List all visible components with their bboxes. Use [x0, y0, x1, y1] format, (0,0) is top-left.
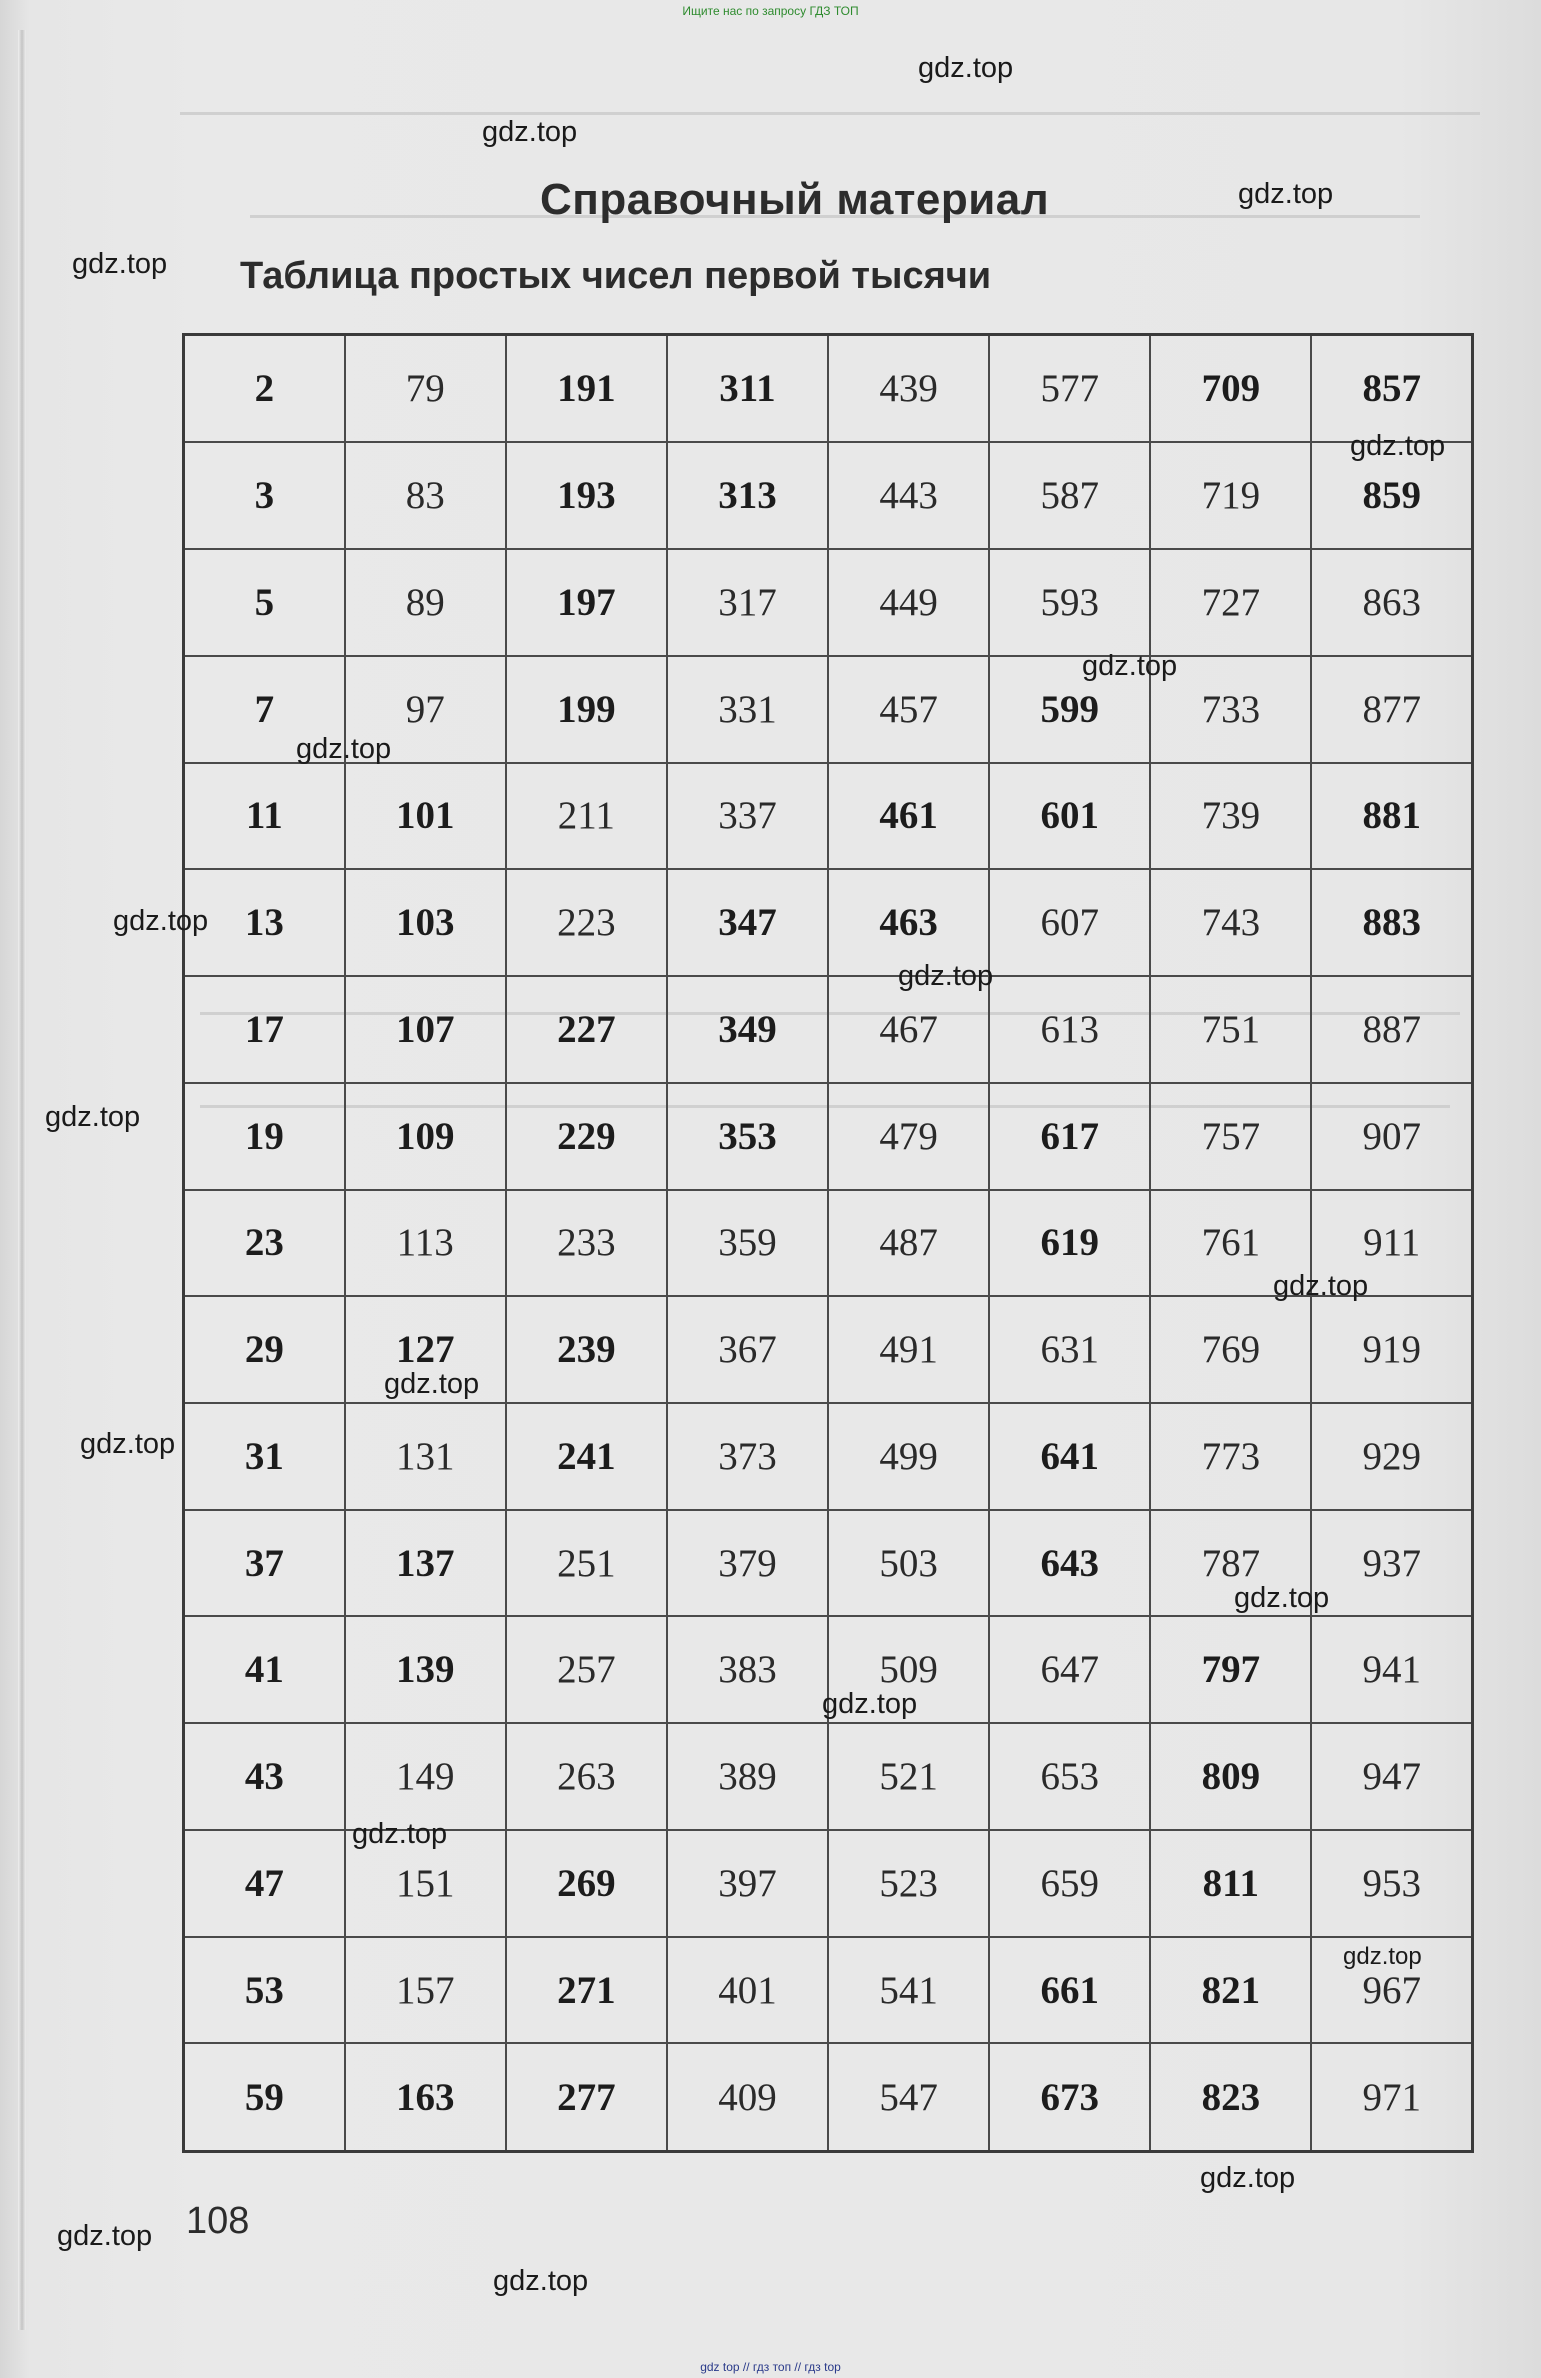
prime-cell: 593 — [989, 549, 1150, 656]
prime-cell: 863 — [1311, 549, 1472, 656]
prime-cell: 641 — [989, 1403, 1150, 1510]
prime-cell: 941 — [1311, 1616, 1472, 1723]
prime-cell: 353 — [667, 1083, 828, 1190]
prime-cell: 599 — [989, 656, 1150, 763]
prime-cell: 859 — [1311, 442, 1472, 549]
prime-cell: 911 — [1311, 1190, 1472, 1297]
prime-cell: 757 — [1150, 1083, 1311, 1190]
prime-cell: 191 — [506, 335, 667, 443]
prime-cell: 953 — [1311, 1830, 1472, 1937]
prime-cell: 619 — [989, 1190, 1150, 1297]
prime-cell: 457 — [828, 656, 989, 763]
prime-cell: 631 — [989, 1296, 1150, 1403]
watermark: gdz.top — [1082, 650, 1178, 682]
watermark: gdz.top — [1238, 178, 1334, 210]
table-row — [184, 335, 1473, 443]
prime-cell: 727 — [1150, 549, 1311, 656]
prime-cell: 37 — [184, 1510, 345, 1617]
prime-cell: 467 — [828, 976, 989, 1083]
table-row — [184, 442, 1473, 549]
watermark: gdz.top — [1350, 430, 1446, 462]
watermark: gdz.top — [918, 52, 1014, 84]
prime-cell: 947 — [1311, 1723, 1472, 1830]
prime-cell: 577 — [989, 335, 1150, 443]
prime-cell: 313 — [667, 442, 828, 549]
prime-cell: 449 — [828, 549, 989, 656]
page-spine-shadow — [18, 30, 26, 2330]
prime-cell: 409 — [667, 2043, 828, 2151]
table-row — [184, 549, 1473, 656]
prime-cell: 277 — [506, 2043, 667, 2151]
watermark: gdz.top — [1200, 2162, 1296, 2194]
prime-cell: 47 — [184, 1830, 345, 1937]
prime-cell: 439 — [828, 335, 989, 443]
watermark: gdz.top — [352, 1818, 448, 1850]
prime-cell: 29 — [184, 1296, 345, 1403]
prime-cell: 401 — [667, 1937, 828, 2044]
prime-cell: 79 — [345, 335, 506, 443]
prime-cell: 193 — [506, 442, 667, 549]
prime-cell: 19 — [184, 1083, 345, 1190]
prime-cell: 137 — [345, 1510, 506, 1617]
prime-cell: 499 — [828, 1403, 989, 1510]
prime-cell: 223 — [506, 869, 667, 976]
prime-cell: 887 — [1311, 976, 1472, 1083]
prime-cell: 131 — [345, 1403, 506, 1510]
prime-cell: 107 — [345, 976, 506, 1083]
prime-cell: 151 — [345, 1830, 506, 1937]
prime-cell: 719 — [1150, 442, 1311, 549]
bottom-banner[interactable]: gdz top // гдз топ // гдз top — [700, 2360, 841, 2374]
prime-cell: 251 — [506, 1510, 667, 1617]
watermark: gdz.top — [57, 2220, 153, 2252]
prime-cell: 809 — [1150, 1723, 1311, 1830]
prime-cell: 383 — [667, 1616, 828, 1723]
prime-cell: 509 — [828, 1616, 989, 1723]
watermark: gdz.top — [822, 1688, 918, 1720]
prime-cell: 797 — [1150, 1616, 1311, 1723]
prime-cell: 907 — [1311, 1083, 1472, 1190]
prime-cell: 761 — [1150, 1190, 1311, 1297]
prime-cell: 43 — [184, 1723, 345, 1830]
prime-cell: 211 — [506, 763, 667, 870]
prime-cell: 7 — [184, 656, 345, 763]
prime-cell: 229 — [506, 1083, 667, 1190]
prime-cell: 257 — [506, 1616, 667, 1723]
prime-cell: 17 — [184, 976, 345, 1083]
prime-cell: 359 — [667, 1190, 828, 1297]
table-row — [184, 763, 1473, 870]
prime-cell: 23 — [184, 1190, 345, 1297]
watermark: gdz.top — [1234, 1582, 1330, 1614]
prime-cell: 2 — [184, 335, 345, 443]
prime-cell: 773 — [1150, 1403, 1311, 1510]
prime-cell: 857 — [1311, 335, 1472, 443]
prime-cell: 617 — [989, 1083, 1150, 1190]
prime-cell: 31 — [184, 1403, 345, 1510]
table-row — [184, 869, 1473, 976]
prime-cell: 127 — [345, 1296, 506, 1403]
prime-cell: 239 — [506, 1296, 667, 1403]
prime-cell: 613 — [989, 976, 1150, 1083]
table-row — [184, 1723, 1473, 1830]
primes-table — [182, 333, 1474, 2153]
prime-cell: 163 — [345, 2043, 506, 2151]
prime-cell: 821 — [1150, 1937, 1311, 2044]
prime-cell: 271 — [506, 1937, 667, 2044]
prime-cell: 491 — [828, 1296, 989, 1403]
prime-cell: 643 — [989, 1510, 1150, 1617]
prime-cell: 479 — [828, 1083, 989, 1190]
watermark: gdz.top — [384, 1368, 480, 1400]
prime-cell: 269 — [506, 1830, 667, 1937]
prime-cell: 823 — [1150, 2043, 1311, 2151]
prime-cell: 929 — [1311, 1403, 1472, 1510]
table-row — [184, 1296, 1473, 1403]
prime-cell: 233 — [506, 1190, 667, 1297]
table-row — [184, 1083, 1473, 1190]
prime-cell: 877 — [1311, 656, 1472, 763]
prime-cell: 541 — [828, 1937, 989, 2044]
prime-cell: 883 — [1311, 869, 1472, 976]
prime-cell: 787 — [1150, 1510, 1311, 1617]
prime-cell: 971 — [1311, 2043, 1472, 2151]
top-banner[interactable]: Ищите нас по запросу ГДЗ ТОП — [682, 4, 859, 18]
prime-cell: 769 — [1150, 1296, 1311, 1403]
watermark: gdz.top — [296, 733, 392, 765]
prime-cell: 503 — [828, 1510, 989, 1617]
prime-cell: 3 — [184, 442, 345, 549]
prime-cell: 811 — [1150, 1830, 1311, 1937]
watermark: gdz.top — [1273, 1270, 1369, 1302]
prime-cell: 673 — [989, 2043, 1150, 2151]
prime-cell: 227 — [506, 976, 667, 1083]
prime-cell: 379 — [667, 1510, 828, 1617]
watermark: gdz.top — [45, 1101, 141, 1133]
prime-cell: 733 — [1150, 656, 1311, 763]
prime-cell: 263 — [506, 1723, 667, 1830]
prime-cell: 349 — [667, 976, 828, 1083]
prime-cell: 463 — [828, 869, 989, 976]
prime-cell: 661 — [989, 1937, 1150, 2044]
prime-cell: 139 — [345, 1616, 506, 1723]
prime-cell: 653 — [989, 1723, 1150, 1830]
prime-cell: 103 — [345, 869, 506, 976]
prime-cell: 367 — [667, 1296, 828, 1403]
prime-cell: 443 — [828, 442, 989, 549]
prime-cell: 11 — [184, 763, 345, 870]
watermark: gdz.top — [1343, 1943, 1422, 1970]
prime-cell: 97 — [345, 656, 506, 763]
prime-cell: 523 — [828, 1830, 989, 1937]
table-row — [184, 976, 1473, 1083]
watermark: gdz.top — [80, 1428, 176, 1460]
prime-cell: 347 — [667, 869, 828, 976]
prime-cell: 337 — [667, 763, 828, 870]
prime-cell: 83 — [345, 442, 506, 549]
table-row — [184, 2043, 1473, 2151]
prime-cell: 601 — [989, 763, 1150, 870]
prime-cell: 967 — [1311, 1937, 1472, 2044]
prime-cell: 881 — [1311, 763, 1472, 870]
watermark: gdz.top — [72, 248, 168, 280]
prime-cell: 659 — [989, 1830, 1150, 1937]
prime-cell: 59 — [184, 2043, 345, 2151]
bleed-through-line — [180, 112, 1480, 115]
prime-cell: 709 — [1150, 335, 1311, 443]
prime-cell: 197 — [506, 549, 667, 656]
prime-cell: 5 — [184, 549, 345, 656]
prime-cell: 647 — [989, 1616, 1150, 1723]
page-title: Справочный материал — [540, 175, 1050, 224]
watermark: gdz.top — [113, 905, 209, 937]
prime-cell: 373 — [667, 1403, 828, 1510]
prime-cell: 199 — [506, 656, 667, 763]
prime-cell: 487 — [828, 1190, 989, 1297]
prime-cell: 587 — [989, 442, 1150, 549]
prime-cell: 743 — [1150, 869, 1311, 976]
watermark: gdz.top — [482, 116, 578, 148]
prime-cell: 607 — [989, 869, 1150, 976]
prime-cell: 751 — [1150, 976, 1311, 1083]
prime-cell: 389 — [667, 1723, 828, 1830]
prime-cell: 113 — [345, 1190, 506, 1297]
prime-cell: 13 — [184, 869, 345, 976]
prime-cell: 547 — [828, 2043, 989, 2151]
prime-cell: 331 — [667, 656, 828, 763]
prime-cell: 937 — [1311, 1510, 1472, 1617]
prime-cell: 101 — [345, 763, 506, 870]
prime-cell: 149 — [345, 1723, 506, 1830]
prime-cell: 109 — [345, 1083, 506, 1190]
prime-cell: 157 — [345, 1937, 506, 2044]
prime-cell: 53 — [184, 1937, 345, 2044]
prime-cell: 919 — [1311, 1296, 1472, 1403]
table-row — [184, 1937, 1473, 2044]
table-title: Таблица простых чисел первой тысячи — [240, 255, 992, 297]
prime-cell: 311 — [667, 335, 828, 443]
prime-cell: 241 — [506, 1403, 667, 1510]
prime-cell: 397 — [667, 1830, 828, 1937]
page-number: 108 — [186, 2200, 250, 2242]
table-row — [184, 1403, 1473, 1510]
prime-cell: 89 — [345, 549, 506, 656]
prime-cell: 461 — [828, 763, 989, 870]
prime-cell: 41 — [184, 1616, 345, 1723]
watermark: gdz.top — [493, 2265, 589, 2297]
prime-cell: 317 — [667, 549, 828, 656]
prime-cell: 521 — [828, 1723, 989, 1830]
prime-cell: 739 — [1150, 763, 1311, 870]
watermark: gdz.top — [898, 960, 994, 992]
